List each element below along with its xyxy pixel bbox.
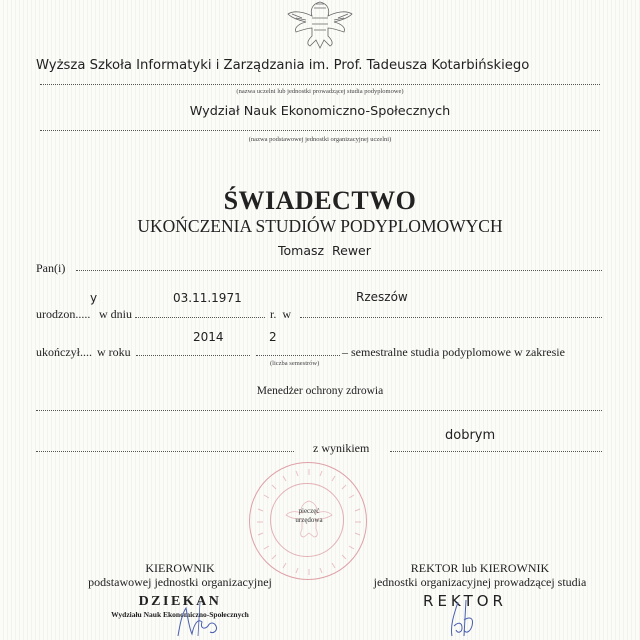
left-signatory-subtitle: podstawowej jednostki organizacyjnej xyxy=(88,575,272,589)
dean-stamp-subtitle: Wydziału Nauk Ekonomiczno-Społecznych xyxy=(111,610,249,619)
right-signatory-subtitle: jednostki organizacyjnej prowadzącej studia xyxy=(373,575,587,589)
recipient-name: Tomasz Rewer xyxy=(278,243,371,258)
day-label: w dniu xyxy=(99,307,132,321)
university-dotted-line xyxy=(40,84,600,85)
dean-signature-icon xyxy=(170,600,230,640)
completion-year: 2014 xyxy=(193,330,224,344)
faculty-caption: (nazwa podstawowej jednostki organizacyjnej uczelni) xyxy=(248,136,392,143)
completion-year-dotted-line xyxy=(136,355,250,356)
born-suffix: y xyxy=(90,291,98,305)
recipient-dotted-line xyxy=(76,270,602,271)
university-name: Wyższa Szkoła Informatyki i Zarządzania im. Prof. Tadeusza Kotarbińskiego xyxy=(36,58,530,73)
certificate-title: ŚWIADECTWO xyxy=(223,186,417,215)
faculty-name: Wydział Nauk Ekonomiczno-Społecznych xyxy=(189,104,451,119)
university-caption: (nazwa uczelni lub jednostki prowadzącej studia podyplomowe) xyxy=(236,88,404,95)
year-in-label: r. w xyxy=(270,307,291,321)
certificate-subtitle: UKOŃCZENIA STUDIÓW PODYPLOMOWYCH xyxy=(137,216,503,236)
rector-signature-icon xyxy=(440,596,500,640)
birth-place-dotted-line xyxy=(300,317,602,318)
polish-eagle-emblem-icon xyxy=(282,0,358,50)
birth-date: 03.11.1971 xyxy=(173,291,242,305)
left-signatory-title: KIEROWNIK xyxy=(145,561,215,575)
program-dotted-line xyxy=(36,410,602,411)
right-signatory-title: REKTOR lub KIEROWNIK xyxy=(410,561,550,575)
result-left-dotted-line xyxy=(36,451,294,452)
result-grade: dobrym xyxy=(445,428,496,443)
dean-stamp-title: DZIEKAN xyxy=(138,594,222,609)
year-label: w roku xyxy=(97,345,131,359)
faculty-dotted-line xyxy=(40,130,600,131)
seal-caption-line1: pieczęć xyxy=(298,507,320,515)
completion-tail-label: – semestralne studia podyplomowe w zakresie xyxy=(342,345,565,359)
semesters-count: 2 xyxy=(269,330,277,344)
program-name: Menedżer ochrony zdrowia xyxy=(256,385,384,397)
completed-label: ukończył.... xyxy=(36,345,92,359)
birth-place: Rzeszów xyxy=(356,290,408,304)
born-label: urodzon..... xyxy=(36,307,91,321)
semesters-dotted-line xyxy=(256,355,340,356)
recipient-label: Pan(i) xyxy=(36,261,66,275)
birth-date-dotted-line xyxy=(135,317,265,318)
result-label: z wynikiem xyxy=(313,441,370,455)
rector-stamp-title: REKTOR xyxy=(423,592,507,610)
result-dotted-line xyxy=(390,451,602,452)
seal-caption-line2: urzędowa xyxy=(295,516,323,524)
semesters-caption: (liczba semestrów) xyxy=(270,360,320,367)
